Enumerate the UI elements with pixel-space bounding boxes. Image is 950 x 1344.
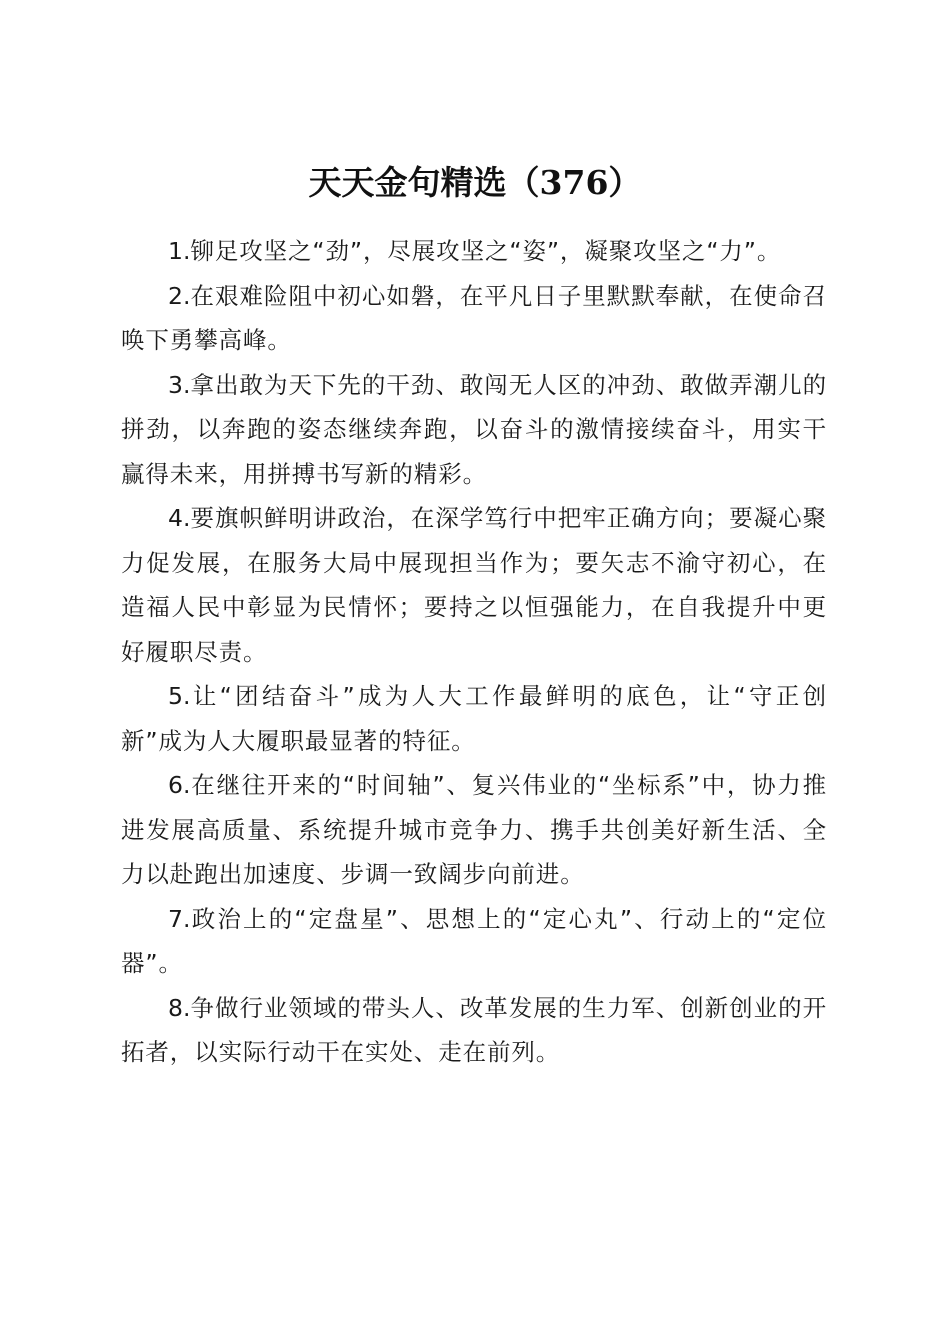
quote-list [121, 229, 827, 1075]
quote-number: 4. [168, 504, 191, 532]
quote-text: 争做行业领域的带头人、改革发展的生力军、创新创业的开拓者，以实际行动干在实处、走在前列。 [121, 993, 827, 1066]
quote-text: 政治上的“定盘星”、思想上的“定心丸”、行动上的“定位器”。 [121, 904, 827, 977]
quote-text: 在艰难险阻中初心如磐，在平凡日子里默默奉献，在使命召唤下勇攀高峰。 [121, 281, 827, 354]
quote-text: 拿出敢为天下先的干劲、敢闯无人区的冲劲、敢做弄潮儿的拼劲，以奔跑的姿态继续奔跑，以奋斗的激情接续奋斗，用实干赢得未来，用拼搏书写新的精彩。 [121, 370, 827, 488]
quote-item-4 [121, 496, 827, 674]
quote-item-7 [121, 897, 827, 986]
quote-number: 2. [168, 281, 191, 310]
quote-number: 3. [168, 370, 191, 399]
quote-item-1 [121, 229, 827, 274]
quote-item-8 [121, 986, 827, 1075]
quote-item-5 [121, 674, 827, 763]
quote-number: 1. [168, 237, 191, 265]
quote-text: 在继往开来的“时间轴”、复兴伟业的“坐标系”中，协力推进发展高质量、系统提升城市竞争力、携手共创美好新生活、全力以赴跑出加速度、步调一致阔步向前进。 [121, 771, 827, 888]
quote-text: 让“团结奋斗”成为人大工作最鲜明的底色，让“守正创新”成为人大履职最显著的特征。 [121, 682, 827, 755]
quote-item-6 [121, 763, 827, 897]
quote-item-3 [121, 363, 827, 497]
page-title: 天天金句精选（376） [308, 163, 642, 203]
quote-number: 7. [168, 904, 191, 933]
quote-text: 要旗帜鲜明讲政治，在深学笃行中把牢正确方向；要凝心聚力促发展，在服务大局中展现担当作为；要矢志不渝守初心，在造福人民中彰显为民情怀；要持之以恒强能力，在自我提升中更好履职尽责。 [121, 504, 827, 666]
quote-number: 6. [168, 771, 191, 799]
quote-item-2 [121, 274, 827, 363]
quote-text: 铆足攻坚之“劲”，尽展攻坚之“姿”，凝聚攻坚之“力”。 [190, 237, 782, 265]
quote-number: 5. [168, 682, 191, 710]
quote-number: 8. [168, 993, 191, 1022]
